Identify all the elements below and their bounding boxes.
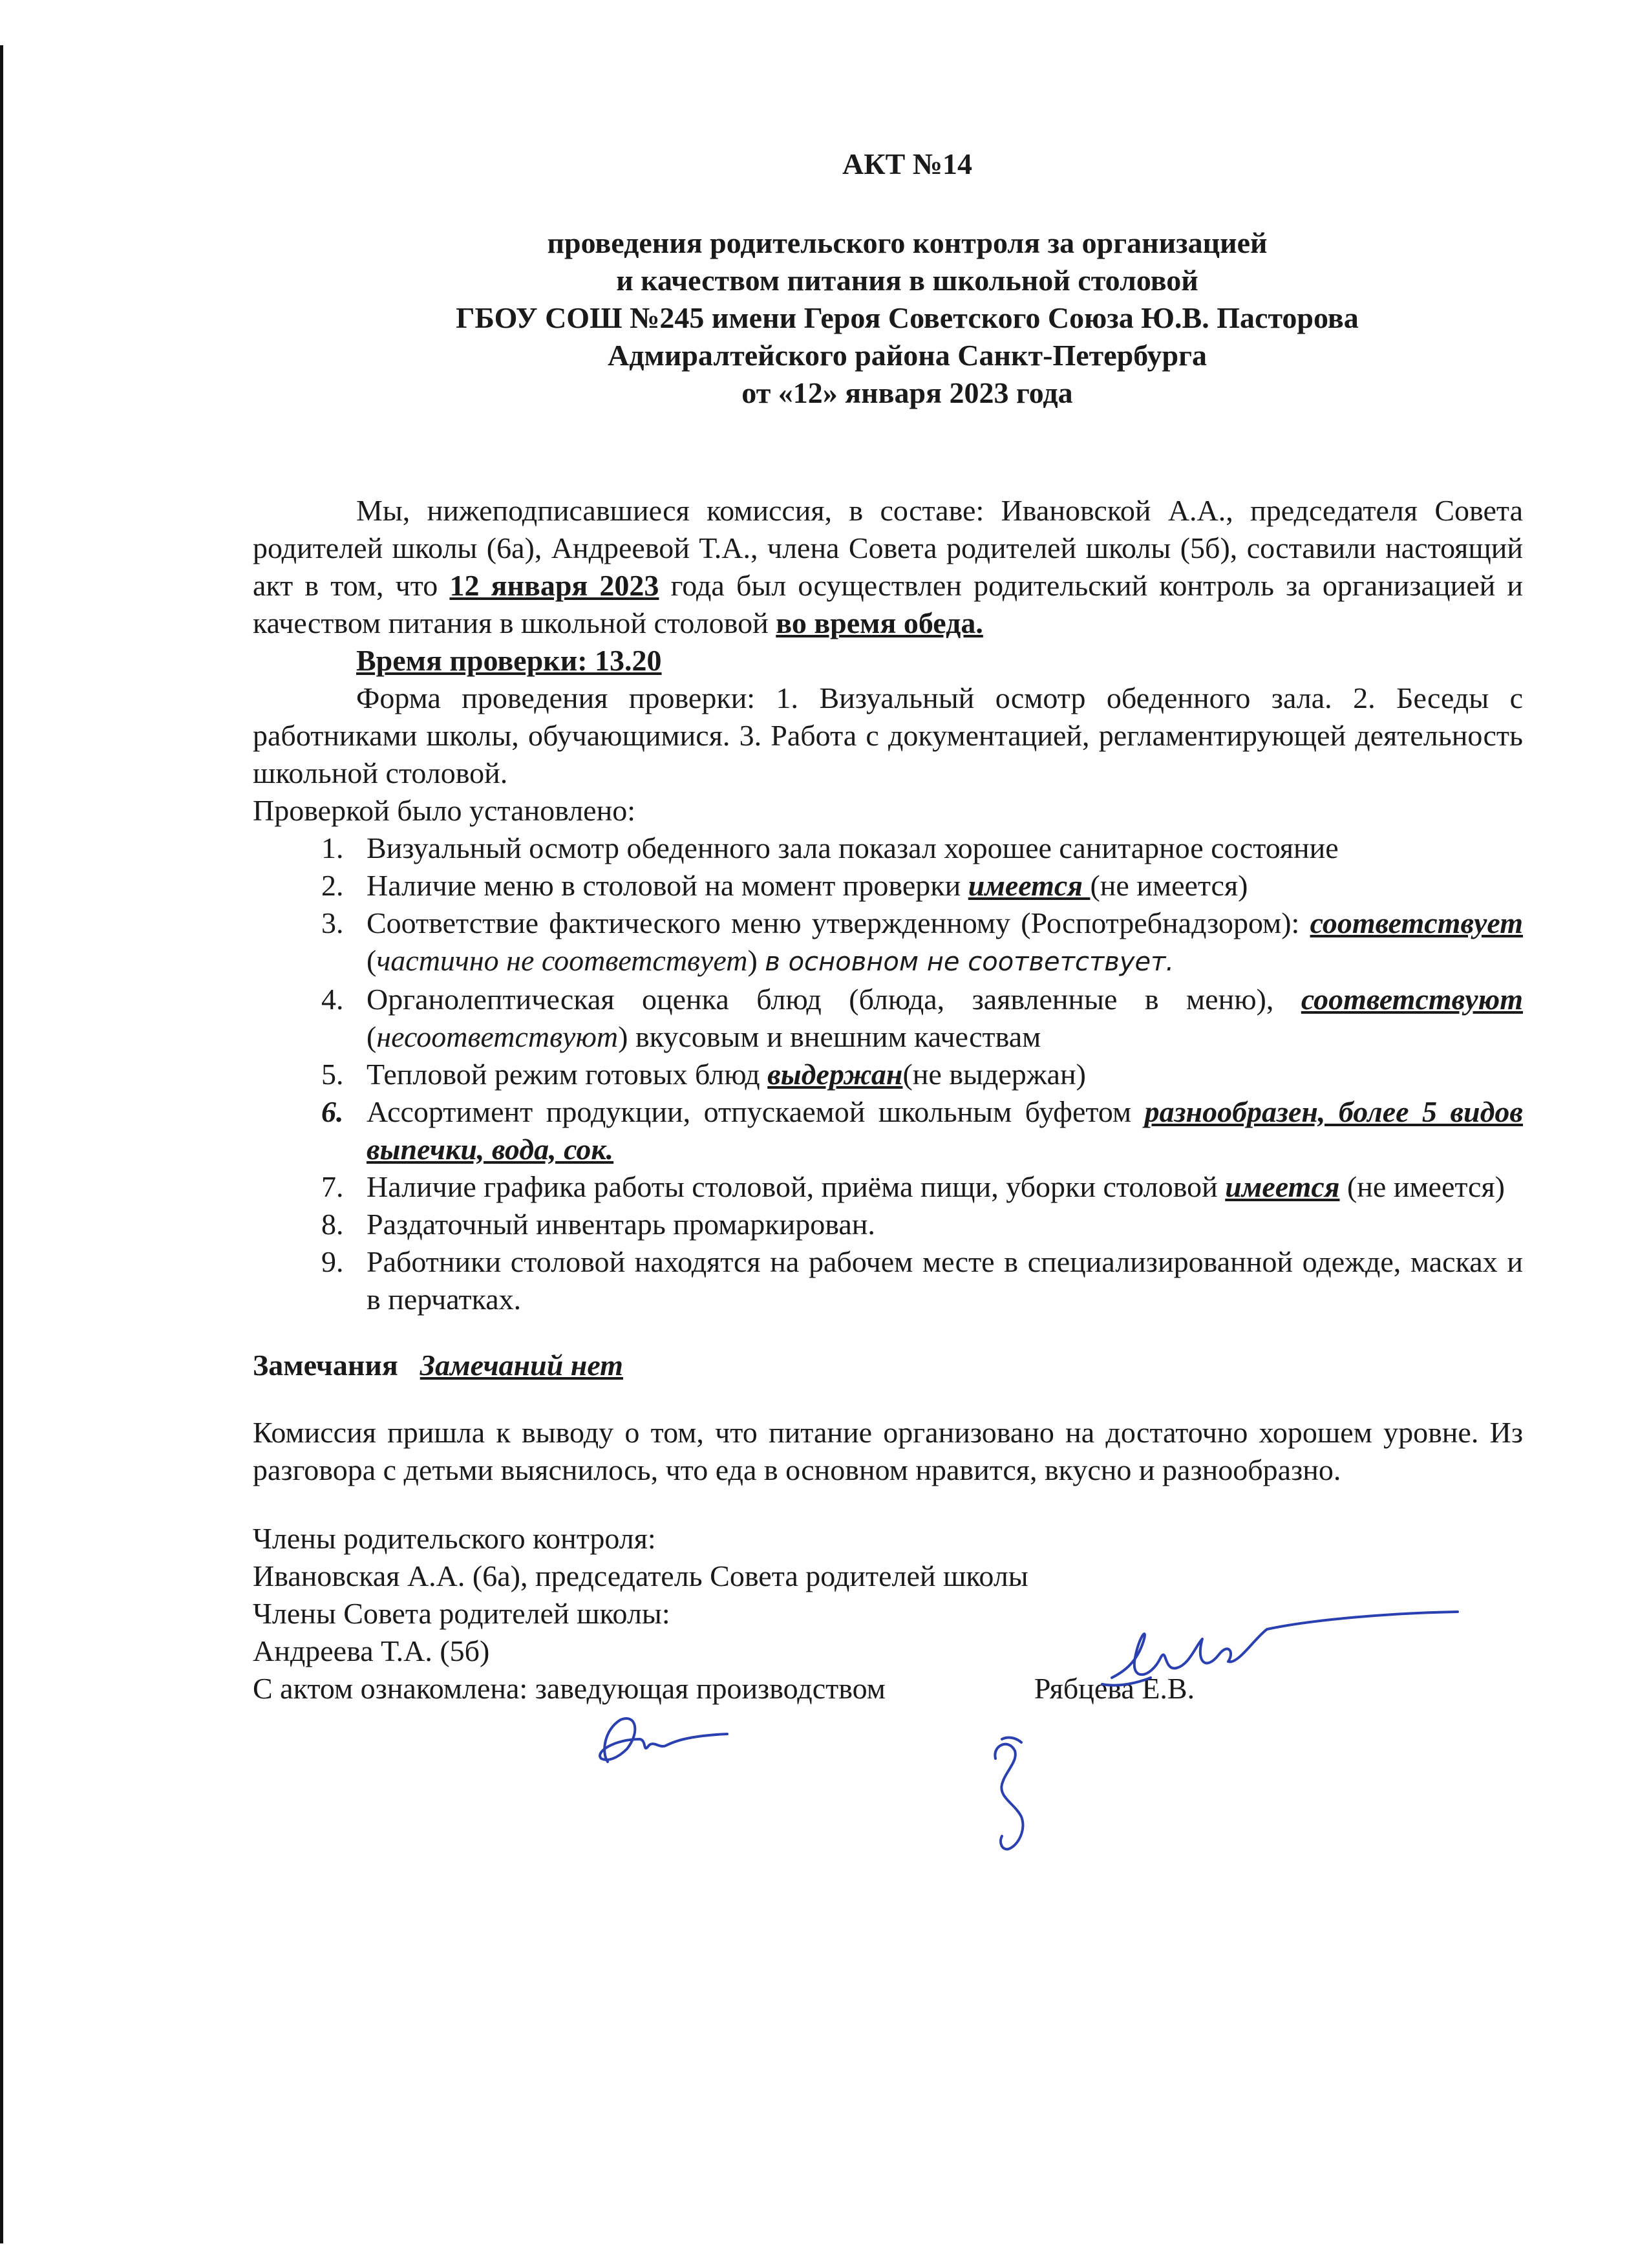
finding-1 bbox=[351, 829, 1523, 867]
finding-3-paren-open: ( bbox=[367, 944, 377, 977]
finding-3-paren-close: ) bbox=[747, 944, 765, 977]
finding-6 bbox=[351, 1093, 1523, 1168]
finding-5-alt: (не выдержан) bbox=[902, 1058, 1086, 1091]
check-time: Время проверки: 13.20 bbox=[356, 644, 662, 677]
finding-4-paren-open: ( bbox=[367, 1020, 377, 1053]
sig-line-4: Андреева Т.А. (5б) bbox=[253, 1634, 490, 1667]
signature-ryabtseva bbox=[976, 1733, 1054, 1856]
finding-5 bbox=[351, 1056, 1523, 1093]
finding-1-text: Визуальный осмотр обеденного зала показал хорошее санитарное состояние bbox=[367, 831, 1339, 864]
finding-4 bbox=[351, 981, 1523, 1056]
finding-4-value: соответствуют bbox=[1301, 983, 1523, 1016]
intro-time-of-day: во время обеда. bbox=[776, 606, 983, 639]
intro-paragraph bbox=[253, 492, 1523, 642]
remarks-value: Замечаний нет bbox=[420, 1349, 623, 1382]
finding-2-value: имеется bbox=[968, 869, 1090, 902]
finding-7-value: имеется bbox=[1225, 1170, 1340, 1203]
finding-9 bbox=[351, 1243, 1523, 1318]
finding-5-value: выдержан bbox=[767, 1058, 903, 1091]
document-page bbox=[253, 145, 1523, 1707]
document-body bbox=[253, 492, 1523, 1318]
title-line-3: ГБОУ СОШ №245 имени Героя Советского Союза Ю.В. Пасторова bbox=[456, 301, 1359, 334]
finding-8 bbox=[351, 1206, 1523, 1243]
signature-andreeva bbox=[575, 1700, 730, 1771]
check-time-line bbox=[253, 642, 1523, 679]
finding-3-text: Соответствие фактического меню утвержденному (Роспотребнадзором): bbox=[367, 906, 1310, 939]
remarks-line bbox=[253, 1347, 1523, 1384]
document-header bbox=[292, 145, 1523, 412]
form-paragraph: Форма проведения проверки: 1. Визуальный осмотр обеденного зала. 2. Беседы с работниками школы, обучающимися. 3. Работа с документацией, регламентирующей деятельность школьной столовой. bbox=[253, 681, 1523, 789]
finding-5-text: Тепловой режим готовых блюд bbox=[367, 1058, 768, 1091]
findings-list bbox=[253, 829, 1523, 1318]
finding-7-text: Наличие графика работы столовой, приёма пищи, уборки столовой bbox=[367, 1170, 1226, 1203]
finding-8-text: Раздаточный инвентарь промаркирован. bbox=[367, 1208, 875, 1241]
finding-7 bbox=[351, 1168, 1523, 1206]
remarks-label: Замечания bbox=[253, 1349, 398, 1382]
intro-text-1: Мы, нижеподписавшиеся комиссия, в составе: Ивановской А.А., председателя Совета родителей школы (6а), Андреевой Т.А., члена Совета родителей школы (5б), составили настоящий акт в том, что bbox=[253, 494, 1523, 602]
title-line-2: и качеством питания в школьной столовой bbox=[616, 264, 1198, 297]
sig-line-5 bbox=[253, 1670, 1523, 1707]
established-heading: Проверкой было установлено: bbox=[253, 794, 635, 827]
title-date: от «12» января 2023 года bbox=[741, 376, 1073, 409]
finding-3-alt-1: частично не соответствует bbox=[376, 944, 748, 977]
intro-date: 12 января 2023 bbox=[449, 569, 659, 602]
sig-line-1: Члены родительского контроля: bbox=[253, 1522, 656, 1555]
sig-line-5-text: С актом ознакомлена: заведующая производством bbox=[253, 1672, 886, 1705]
finding-4-text: Органолептическая оценка блюд (блюда, заявленные в меню), bbox=[367, 983, 1301, 1016]
finding-2-alt: (не имеется) bbox=[1090, 869, 1248, 902]
conclusion-paragraph: Комиссия пришла к выводу о том, что питание организовано на достаточно хорошем уровне. Из разговора с детьми выяснилось, что еда в основном нравится, вкусно и разнообразно. bbox=[253, 1416, 1523, 1486]
finding-3-value: соответствует bbox=[1310, 906, 1523, 939]
finding-6-value: разнообразен, более 5 видов выпечки, вода, сок. bbox=[367, 1095, 1523, 1166]
title-line-1: проведения родительского контроля за организацией bbox=[547, 226, 1268, 259]
scan-edge bbox=[0, 45, 3, 2243]
ryabtseva-name: Рябцева Е.В. bbox=[1034, 1672, 1195, 1705]
finding-7-alt: (не имеется) bbox=[1339, 1170, 1505, 1203]
intro-text-2: года был осуществлен родительский контроль за организацией и качеством питания в школьной столовой bbox=[253, 569, 1524, 639]
finding-4-tail: ) вкусовым и внешним качествам bbox=[618, 1020, 1041, 1053]
signatures-block bbox=[253, 1520, 1523, 1707]
finding-4-alt: несоответствуют bbox=[376, 1020, 619, 1053]
finding-2-text: Наличие меню в столовой на момент проверки bbox=[367, 869, 968, 902]
act-number: АКТ №14 bbox=[842, 147, 972, 180]
sig-line-3: Члены Совета родителей школы: bbox=[253, 1597, 670, 1630]
finding-2 bbox=[351, 867, 1523, 904]
finding-6-text: Ассортимент продукции, отпускаемой школьным буфетом bbox=[367, 1095, 1145, 1128]
sig-line-2: Ивановская А.А. (6а), председатель Совета родителей школы bbox=[253, 1559, 1028, 1592]
finding-3 bbox=[351, 904, 1523, 981]
finding-9-text: Работники столовой находятся на рабочем месте в специализированной одежде, масках и в перчатках. bbox=[367, 1245, 1523, 1316]
finding-3-alt-2: в основном не соответствует. bbox=[765, 947, 1175, 977]
title-line-4: Адмиралтейского района Санкт-Петербурга bbox=[608, 339, 1207, 372]
